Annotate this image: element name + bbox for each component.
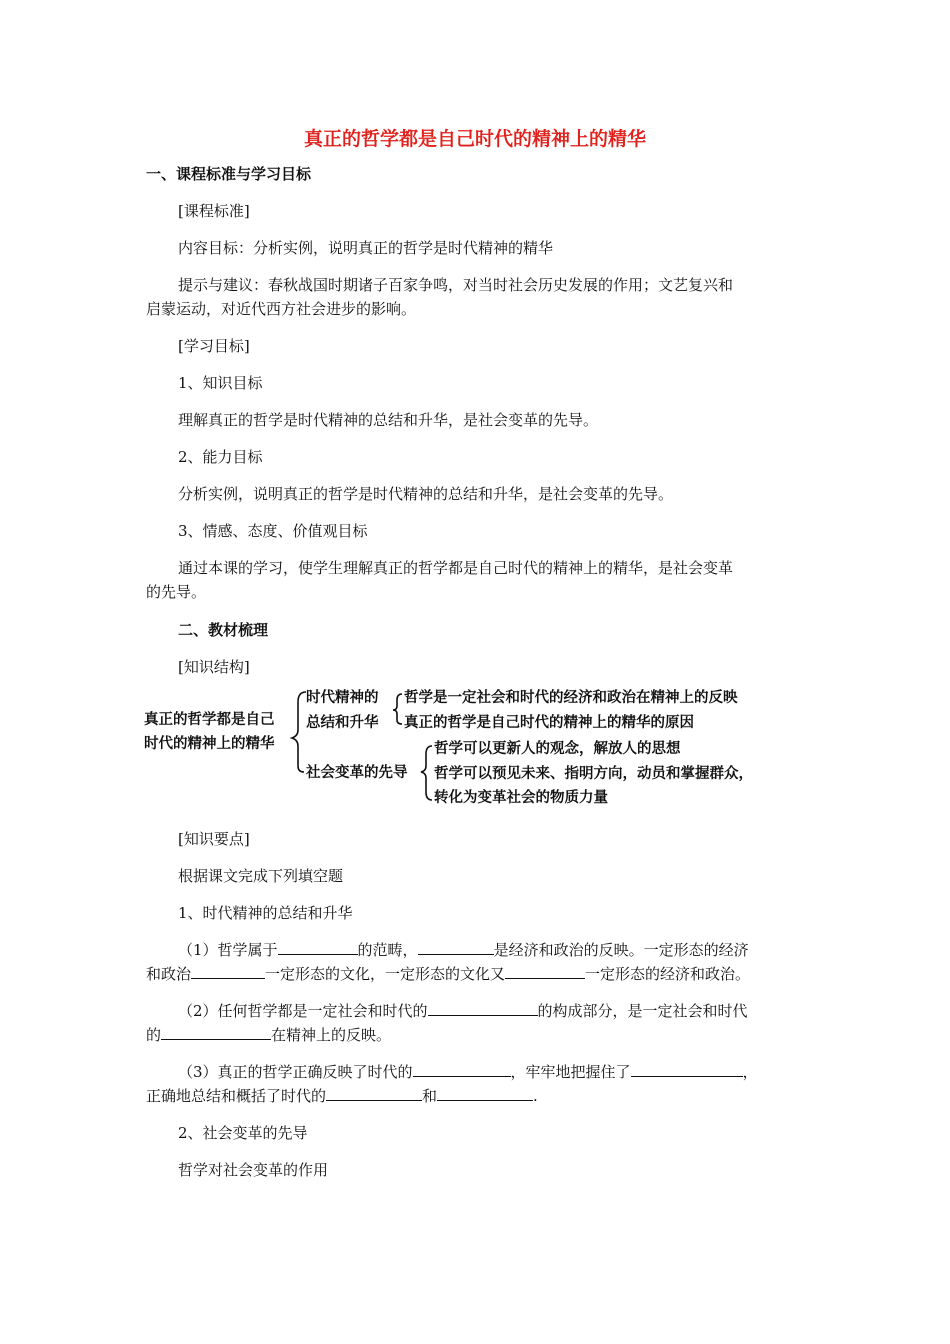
diagram-branch1-line-2: 总结和升华 [306,715,379,731]
emotion-goal-line-2: 的先导。 [146,583,207,601]
question1-2-line1: （2）任何哲学都是一定社会和时代的 的构成部分，是一定社会和时代 [178,998,748,1024]
document-title: 真正的哲学都是自己时代的精神上的精华 [303,128,646,150]
fill-blank[interactable] [437,1084,533,1101]
section1-heading: 一、课程标准与学习目标 [146,165,312,183]
question1-2-line2: 的 在精神上的反映。 [146,1022,391,1048]
knowledge-structure-label: [知识结构] [178,658,250,676]
fill-blank[interactable] [631,1060,743,1077]
diagram-branch1-child-2: 真正的哲学是自己时代的精神上的精华的原因 [404,715,694,731]
ability-goal-heading: 2、能力目标 [178,448,263,466]
knowledge-goal-heading: 1、知识目标 [178,374,263,392]
section2-heading: 二、教材梳理 [178,621,269,639]
question1-1-line1: （1）哲学属于 的范畴， 是经济和政治的反映。一定形态的经济 [178,937,749,963]
diagram-root-line-2: 时代的精神上的精华 [144,736,275,752]
fill-blank[interactable] [191,962,265,979]
question1-heading: 1、时代精神的总结和升华 [178,904,353,922]
question1-3-line2: 正确地总结和概括了时代的 和 . [146,1083,538,1109]
fill-blank[interactable] [326,1084,422,1101]
diagram-branch2-child-1: 哲学可以更新人的观念，解放人的思想 [434,741,681,757]
fill-blank[interactable] [278,938,358,955]
question2-text: 哲学对社会变革的作用 [178,1161,329,1179]
fill-blank[interactable] [161,1023,271,1040]
fill-blank[interactable] [428,999,538,1016]
diagram-branch2-child-3: 转化为变革社会的物质力量 [434,790,608,806]
learning-goal-label: [学习目标] [178,337,250,355]
emotion-goal-heading: 3、情感、态度、价值观目标 [178,522,368,540]
knowledge-goal-text: 理解真正的哲学是时代精神的总结和升华，是社会变革的先导。 [178,411,599,429]
fill-instruction: 根据课文完成下列填空题 [178,867,344,885]
emotion-goal-line-1: 通过本课的学习，使学生理解真正的哲学都是自己时代的精神上的精华，是社会变革 [178,559,734,577]
knowledge-structure-diagram [140,684,800,808]
tip-line-2: 启蒙运动，对近代西方社会进步的影响。 [146,300,417,318]
diagram-branch2-child-2: 哲学可以预见未来、指明方向，动员和掌握群众， [434,766,753,782]
diagram-branch2: 社会变革的先导 [306,765,408,781]
fill-blank[interactable] [413,1060,511,1077]
fill-blank[interactable] [418,938,494,955]
ability-goal-text: 分析实例，说明真正的哲学是时代精神的总结和升华，是社会变革的先导。 [178,485,674,503]
diagram-branch1-child-1: 哲学是一定社会和时代的经济和政治在精神上的反映 [404,690,738,706]
course-standard-label: [课程标准] [178,202,250,220]
diagram-branch1-line-1: 时代精神的 [306,690,379,706]
knowledge-points-label: [知识要点] [178,830,250,848]
question1-3-line1: （3）真正的哲学正确反映了时代的 ，牢牢地把握住了 ， [178,1059,758,1085]
diagram-root-line-1: 真正的哲学都是自己 [144,712,275,728]
question2-heading: 2、社会变革的先导 [178,1124,308,1142]
fill-blank[interactable] [505,962,585,979]
content-goal: 内容目标：分析实例，说明真正的哲学是时代精神的精华 [178,239,554,257]
tip-line-1: 提示与建议：春秋战国时期诸子百家争鸣，对当时社会历史发展的作用；文艺复兴和 [178,276,734,294]
question1-1-line2: 和政治 一定形态的文化，一定形态的文化又 一定形态的经济和政治。 [146,961,750,987]
